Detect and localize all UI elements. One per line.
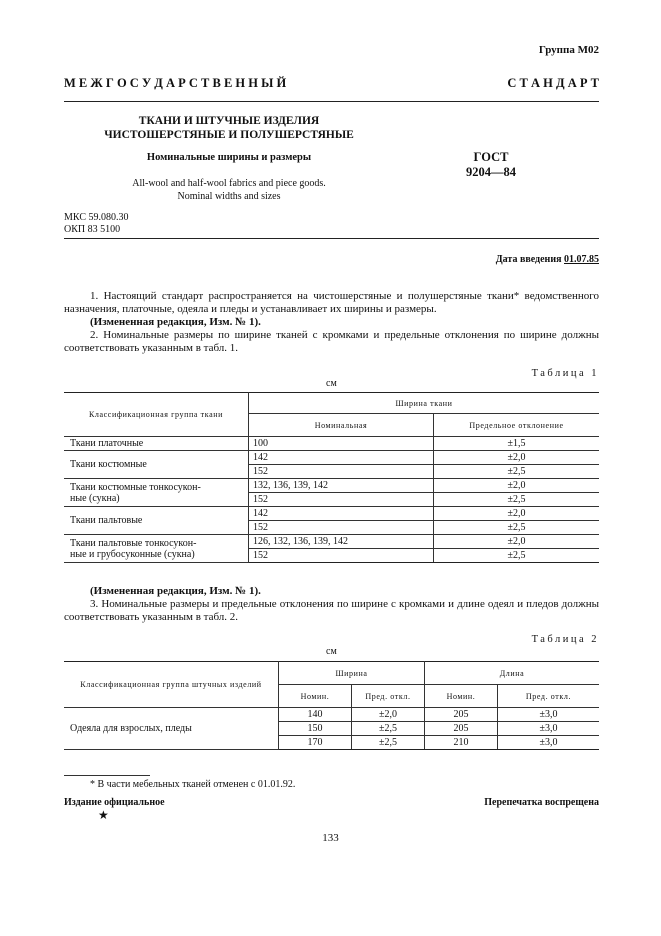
- table-1-group-label: Ткани платочные: [64, 437, 249, 451]
- table-1-header-row: [64, 393, 599, 414]
- table-1-group-label-line-1: Ткани костюмные тонкосукон-: [70, 481, 201, 493]
- paragraph-1: 1. Настоящий стандарт распространяется на чистошерстяные и полушерстяные ткани* ведомственного назначения, платочные, одеяла и пледы и устанавливает их ширины и размеры.: [64, 290, 599, 315]
- table-1-deviation-cell: ±1,5: [434, 437, 600, 451]
- table-1-unit: см: [326, 378, 337, 389]
- table-1-nominal-cell: 142: [249, 507, 434, 521]
- document-title: [64, 114, 394, 142]
- table-1-header-deviation: Предельное отклонение: [434, 414, 600, 437]
- footnote: * В части мебельных тканей отменен с 01.01.92.: [90, 779, 296, 790]
- document-subtitle: Номинальные ширины и размеры: [146, 152, 312, 163]
- table-2-length-cell: 205: [425, 708, 498, 722]
- table-2-length-cell: 210: [425, 736, 498, 750]
- gost-designation: [466, 150, 516, 180]
- table-2-length-deviation-cell: ±3,0: [498, 722, 600, 736]
- table-2-length-deviation-cell: ±3,0: [498, 708, 600, 722]
- official-edition-label: Издание официальное: [64, 797, 165, 808]
- table-1-group-label: [64, 479, 249, 507]
- classification-codes: [64, 212, 128, 236]
- table-1-deviation-cell: ±2,5: [434, 549, 600, 563]
- table-1-nominal-cell: 132, 136, 139, 142: [249, 479, 434, 493]
- group-code: Группа М02: [538, 44, 599, 56]
- table-1-nominal-cell: 152: [249, 549, 434, 563]
- table-row: [64, 507, 599, 521]
- reprint-prohibited-label: Перепечатка воспрещена: [484, 797, 599, 808]
- table-2-header-width-deviation: Пред. откл.: [352, 685, 425, 708]
- table-row: [64, 451, 599, 465]
- intro-date-label: Дата введения: [495, 254, 562, 265]
- table-1-group-label-line-1: Ткани пальтовые тонкосукон-: [70, 537, 197, 549]
- table-2-header-length: Длина: [425, 662, 600, 685]
- table-1-deviation-cell: ±2,0: [434, 507, 600, 521]
- table-1-nominal-cell: 152: [249, 465, 434, 479]
- table-1-header-nominal: Номинальная: [249, 414, 434, 437]
- table-2-length-cell: 205: [425, 722, 498, 736]
- table-2-group-label: Одеяла для взрослых, пледы: [64, 708, 279, 750]
- table-1-nominal-cell: 152: [249, 521, 434, 535]
- table-row: [64, 437, 599, 451]
- table-2-caption: Таблица 2: [531, 634, 599, 645]
- table-1-group-label: Ткани пальтовые: [64, 507, 249, 535]
- table-1-caption: Таблица 1: [531, 368, 599, 379]
- footnote-rule: [64, 775, 150, 776]
- english-title-line-1: All-wool and half-wool fabrics and piece goods.: [132, 178, 326, 189]
- table-2-width-cell: 140: [279, 708, 352, 722]
- table-1-header-group: Классификационная группа ткани: [64, 393, 249, 437]
- table-2-width-cell: 150: [279, 722, 352, 736]
- table-1-group-label: Ткани костюмные: [64, 451, 249, 479]
- table-2-width-deviation-cell: ±2,5: [352, 722, 425, 736]
- table-1-deviation-cell: ±2,5: [434, 521, 600, 535]
- banner-word-interstate: М Е Ж Г О С У Д А Р С Т В Е Н Н Ы Й: [64, 76, 287, 90]
- title-line-1: ТКАНИ И ШТУЧНЫЕ ИЗДЕЛИЯ: [138, 115, 320, 127]
- table-1: [64, 392, 599, 563]
- table-row: [64, 535, 599, 549]
- interstate-standard-banner: [64, 76, 599, 91]
- table-1-group-label-line-2: ные (сукна): [70, 492, 120, 504]
- gost-label: ГОСТ: [473, 150, 509, 164]
- table-2-width-deviation-cell: ±2,0: [352, 708, 425, 722]
- title-line-2: ЧИСТОШЕРСТЯНЫЕ И ПОЛУШЕРСТЯНЫЕ: [104, 129, 354, 141]
- table-2-header-width-nominal: Номин.: [279, 685, 352, 708]
- gost-number: 9204—84: [466, 165, 516, 179]
- table-2-header-width: Ширина: [279, 662, 425, 685]
- banner-word-standard: С Т А Н Д А Р Т: [507, 76, 599, 90]
- table-2-unit: см: [326, 646, 337, 657]
- paragraph-2-amendment-note: (Измененная редакция, Изм. № 1).: [90, 585, 261, 597]
- page-number: 133: [322, 832, 339, 844]
- table-2-header-group: Классификационная группа штучных изделий: [64, 662, 279, 708]
- table-1-nominal-cell: 126, 132, 136, 139, 142: [249, 535, 434, 549]
- table-1-header-width: Ширина ткани: [249, 393, 600, 414]
- table-row: [64, 708, 599, 722]
- paragraph-3: 3. Номинальные размеры и предельные отклонения по ширине с кромками и длине одеял и пледов должны соответствовать указанным в табл. 2.: [64, 598, 599, 623]
- paragraph-2: 2. Номинальные размеры по ширине тканей с кромками и предельные отклонения по ширине должны соответствовать указанным в табл. 1.: [64, 329, 599, 354]
- table-1-group-label-line-2: ные и грубосуконные (сукна): [70, 548, 195, 560]
- table-1-deviation-cell: ±2,0: [434, 451, 600, 465]
- table-2: [64, 661, 599, 750]
- table-row: [64, 479, 599, 493]
- okp-code: ОКП 83 5100: [64, 224, 121, 235]
- table-2-width-cell: 170: [279, 736, 352, 750]
- star-icon: ★: [98, 808, 109, 822]
- introduction-date: [496, 254, 599, 265]
- table-1-deviation-cell: ±2,5: [434, 465, 600, 479]
- intro-date-value: 01.07.85: [564, 254, 599, 265]
- table-1-nominal-cell: 100: [249, 437, 434, 451]
- english-title-line-2: Nominal widths and sizes: [177, 191, 281, 202]
- table-1-deviation-cell: ±2,5: [434, 493, 600, 507]
- table-1-nominal-cell: 152: [249, 493, 434, 507]
- table-2-header-row: [64, 662, 599, 685]
- table-2-width-deviation-cell: ±2,5: [352, 736, 425, 750]
- header-rule-bottom: [64, 238, 599, 239]
- table-1-deviation-cell: ±2,0: [434, 535, 600, 549]
- mks-code: МКС 59.080.30: [64, 212, 129, 223]
- table-2-length-deviation-cell: ±3,0: [498, 736, 600, 750]
- table-1-nominal-cell: 142: [249, 451, 434, 465]
- paragraph-1-amendment-note: (Измененная редакция, Изм. № 1).: [90, 316, 261, 328]
- english-title: [64, 177, 394, 203]
- header-rule-top: [64, 101, 599, 102]
- table-1-group-label: [64, 535, 249, 563]
- table-2-header-length-nominal: Номин.: [425, 685, 498, 708]
- table-2-header-length-deviation: Пред. откл.: [498, 685, 600, 708]
- table-1-deviation-cell: ±2,0: [434, 479, 600, 493]
